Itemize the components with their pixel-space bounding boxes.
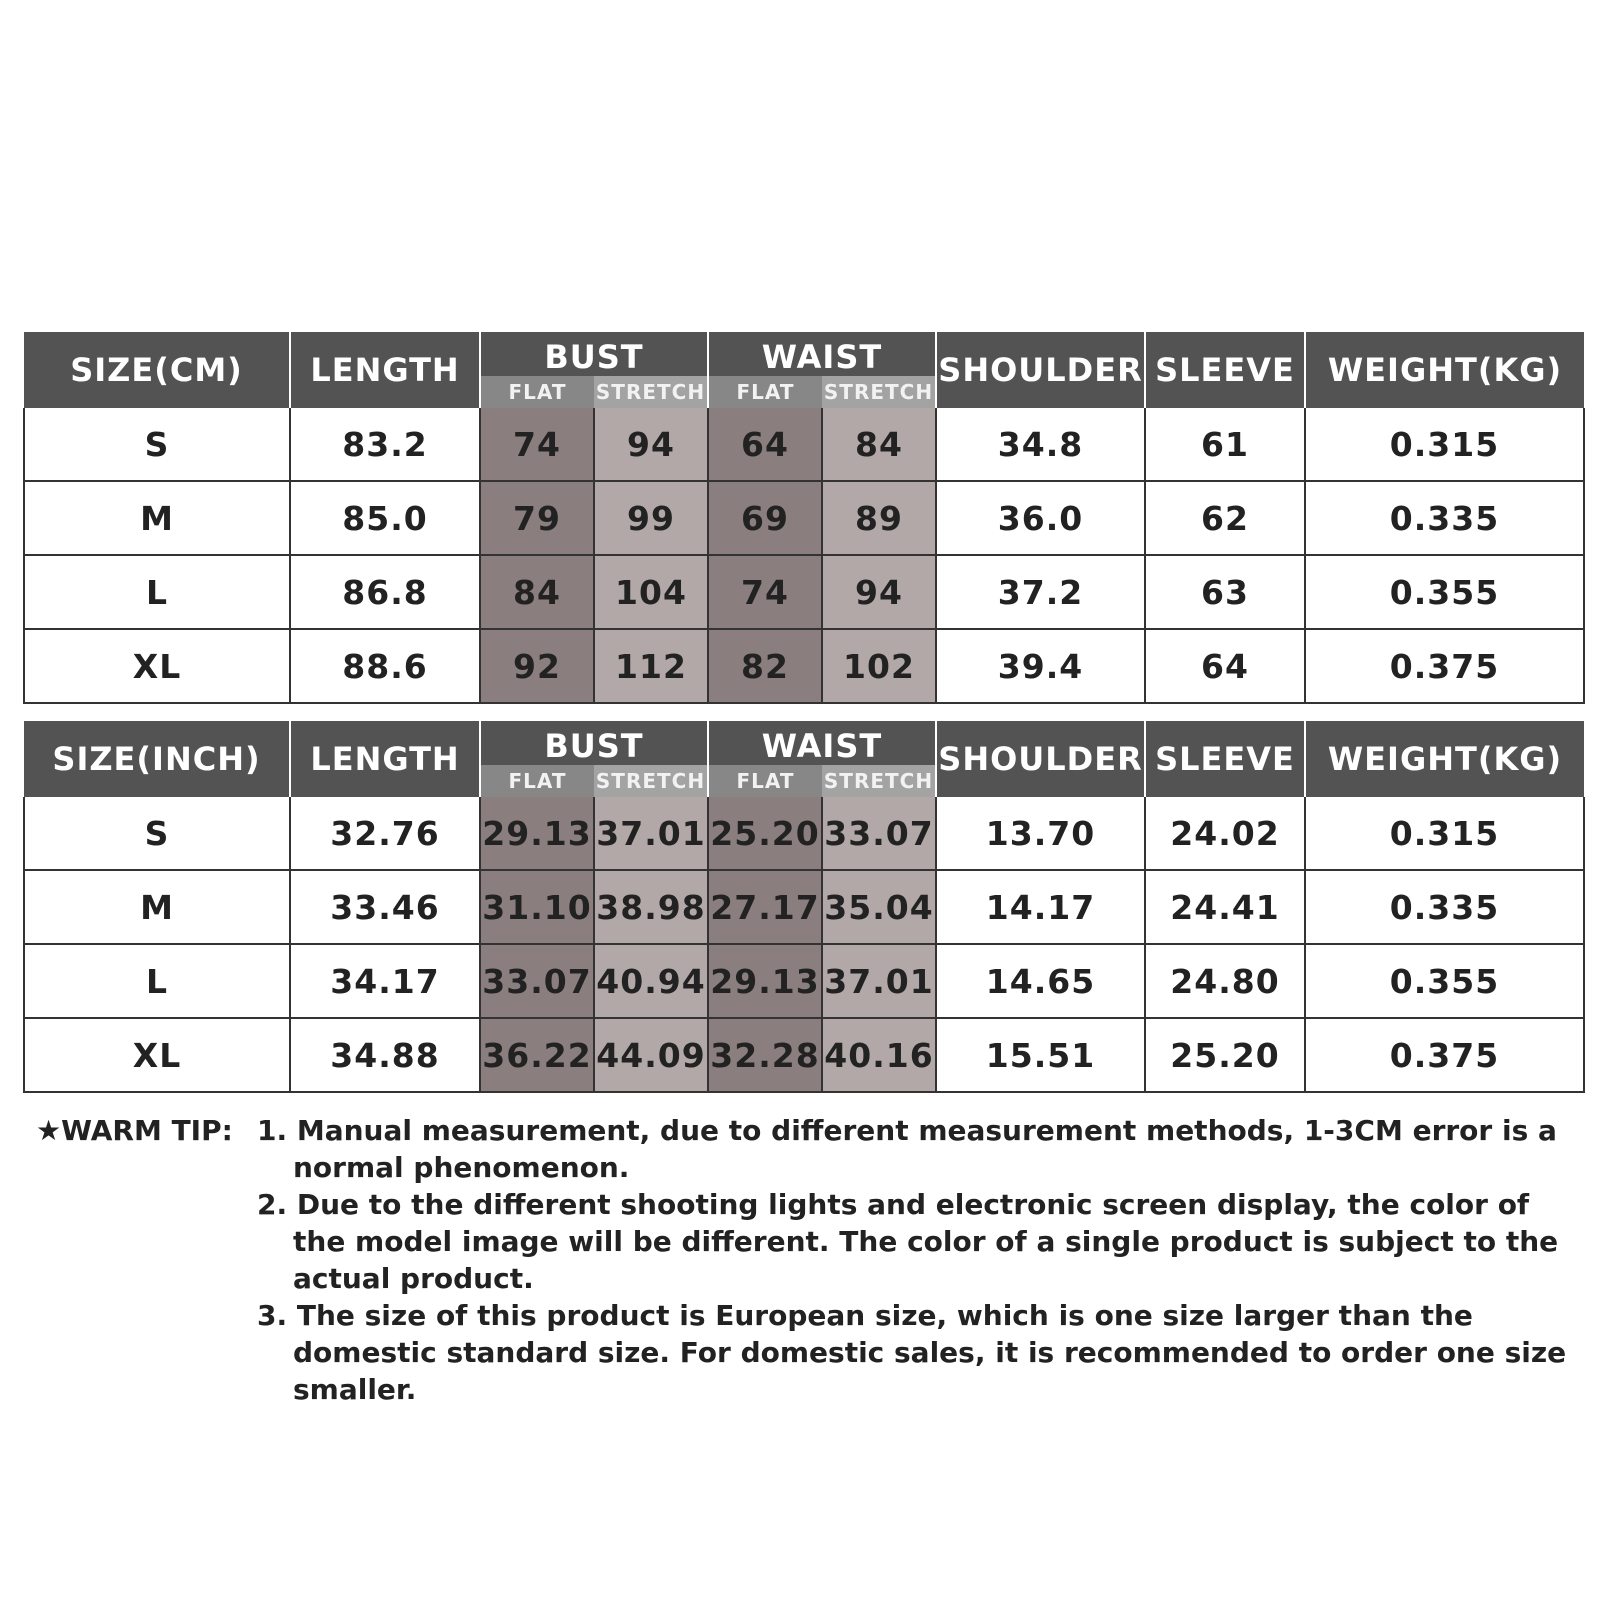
waist-stretch-cell: 40.16	[822, 1018, 936, 1092]
weight-cell: 0.375	[1305, 629, 1584, 703]
waist-flat-cell: 69	[708, 481, 822, 555]
shoulder-cell: 14.17	[936, 870, 1145, 944]
table-row	[24, 629, 1584, 703]
sleeve-header: SLEEVE	[1145, 721, 1305, 797]
shoulder-cell: 39.4	[936, 629, 1145, 703]
bust-flat-cell: 79	[480, 481, 594, 555]
table-row	[24, 797, 1584, 870]
sleeve-cell: 25.20	[1145, 1018, 1305, 1092]
sleeve-header: SLEEVE	[1145, 332, 1305, 408]
bust-stretch-cell: 37.01	[594, 797, 708, 870]
waist-flat-cell: 64	[708, 408, 822, 481]
length-cell: 34.88	[290, 1018, 480, 1092]
size-table-cm	[23, 332, 1585, 704]
shoulder-cell: 14.65	[936, 944, 1145, 1018]
sleeve-cell: 61	[1145, 408, 1305, 481]
weight-cell: 0.335	[1305, 870, 1584, 944]
warm-tip-item: 1. Manual measurement, due to different measurement methods, 1-3CM error is a normal phenomenon.	[257, 1114, 1557, 1184]
bust-stretch-header: STRETCH	[594, 765, 708, 797]
bust-flat-header: FLAT	[480, 765, 594, 797]
size-cell: L	[24, 555, 290, 629]
waist-flat-cell: 74	[708, 555, 822, 629]
waist-stretch-cell: 37.01	[822, 944, 936, 1018]
bust-stretch-cell: 44.09	[594, 1018, 708, 1092]
waist-header: WAIST	[708, 721, 936, 765]
sleeve-cell: 24.41	[1145, 870, 1305, 944]
shoulder-header: SHOULDER	[936, 332, 1145, 408]
bust-stretch-cell: 40.94	[594, 944, 708, 1018]
bust-flat-header: FLAT	[480, 376, 594, 408]
waist-stretch-header: STRETCH	[822, 765, 936, 797]
waist-flat-header: FLAT	[708, 376, 822, 408]
bust-stretch-cell: 94	[594, 408, 708, 481]
weight-header: WEIGHT(KG)	[1305, 332, 1584, 408]
warm-tip-item: 3. The size of this product is European size, which is one size larger than the domestic standard size. For domestic sales, it is recommended to order one size smaller.	[257, 1299, 1567, 1406]
sleeve-cell: 63	[1145, 555, 1305, 629]
waist-stretch-header: STRETCH	[822, 376, 936, 408]
size-cell: XL	[24, 629, 290, 703]
size-header: SIZE(CM)	[24, 332, 290, 408]
weight-cell: 0.335	[1305, 481, 1584, 555]
table-row	[24, 408, 1584, 481]
weight-cell: 0.375	[1305, 1018, 1584, 1092]
waist-flat-header: FLAT	[708, 765, 822, 797]
shoulder-cell: 36.0	[936, 481, 1145, 555]
shoulder-cell: 37.2	[936, 555, 1145, 629]
weight-cell: 0.315	[1305, 797, 1584, 870]
length-cell: 88.6	[290, 629, 480, 703]
sleeve-cell: 24.02	[1145, 797, 1305, 870]
size-cell: M	[24, 870, 290, 944]
bust-header: BUST	[480, 332, 708, 376]
bust-flat-cell: 31.10	[480, 870, 594, 944]
bust-stretch-cell: 104	[594, 555, 708, 629]
bust-flat-cell: 29.13	[480, 797, 594, 870]
table-row	[24, 1018, 1584, 1092]
size-cell: XL	[24, 1018, 290, 1092]
sleeve-cell: 24.80	[1145, 944, 1305, 1018]
size-cell: M	[24, 481, 290, 555]
shoulder-cell: 13.70	[936, 797, 1145, 870]
size-cell: S	[24, 408, 290, 481]
waist-flat-cell: 27.17	[708, 870, 822, 944]
bust-stretch-header: STRETCH	[594, 376, 708, 408]
weight-header: WEIGHT(KG)	[1305, 721, 1584, 797]
table-row	[24, 555, 1584, 629]
weight-cell: 0.315	[1305, 408, 1584, 481]
length-cell: 86.8	[290, 555, 480, 629]
bust-stretch-cell: 99	[594, 481, 708, 555]
length-header: LENGTH	[290, 721, 480, 797]
table-row	[24, 481, 1584, 555]
bust-header: BUST	[480, 721, 708, 765]
waist-stretch-cell: 33.07	[822, 797, 936, 870]
size-cell: L	[24, 944, 290, 1018]
shoulder-cell: 15.51	[936, 1018, 1145, 1092]
bust-flat-cell: 74	[480, 408, 594, 481]
size-header: SIZE(INCH)	[24, 721, 290, 797]
table-row	[24, 870, 1584, 944]
weight-cell: 0.355	[1305, 944, 1584, 1018]
bust-stretch-cell: 112	[594, 629, 708, 703]
warm-tip-label: ★WARM TIP:	[36, 1114, 233, 1147]
length-cell: 85.0	[290, 481, 480, 555]
waist-flat-cell: 32.28	[708, 1018, 822, 1092]
shoulder-header: SHOULDER	[936, 721, 1145, 797]
sleeve-cell: 62	[1145, 481, 1305, 555]
waist-flat-cell: 82	[708, 629, 822, 703]
waist-stretch-cell: 102	[822, 629, 936, 703]
waist-header: WAIST	[708, 332, 936, 376]
length-cell: 83.2	[290, 408, 480, 481]
warm-tip-item: 2. Due to the different shooting lights and electronic screen display, the color of the model image will be different. The color of a single product is subject to the actual product.	[257, 1188, 1559, 1295]
sleeve-cell: 64	[1145, 629, 1305, 703]
shoulder-cell: 34.8	[936, 408, 1145, 481]
bust-flat-cell: 84	[480, 555, 594, 629]
weight-cell: 0.355	[1305, 555, 1584, 629]
waist-stretch-cell: 84	[822, 408, 936, 481]
waist-stretch-cell: 35.04	[822, 870, 936, 944]
bust-flat-cell: 33.07	[480, 944, 594, 1018]
length-cell: 34.17	[290, 944, 480, 1018]
bust-flat-cell: 36.22	[480, 1018, 594, 1092]
waist-flat-cell: 25.20	[708, 797, 822, 870]
waist-flat-cell: 29.13	[708, 944, 822, 1018]
bust-stretch-cell: 38.98	[594, 870, 708, 944]
length-cell: 32.76	[290, 797, 480, 870]
size-cell: S	[24, 797, 290, 870]
waist-stretch-cell: 94	[822, 555, 936, 629]
size-table-inch	[23, 721, 1585, 1093]
length-cell: 33.46	[290, 870, 480, 944]
waist-stretch-cell: 89	[822, 481, 936, 555]
bust-flat-cell: 92	[480, 629, 594, 703]
table-row	[24, 944, 1584, 1018]
length-header: LENGTH	[290, 332, 480, 408]
